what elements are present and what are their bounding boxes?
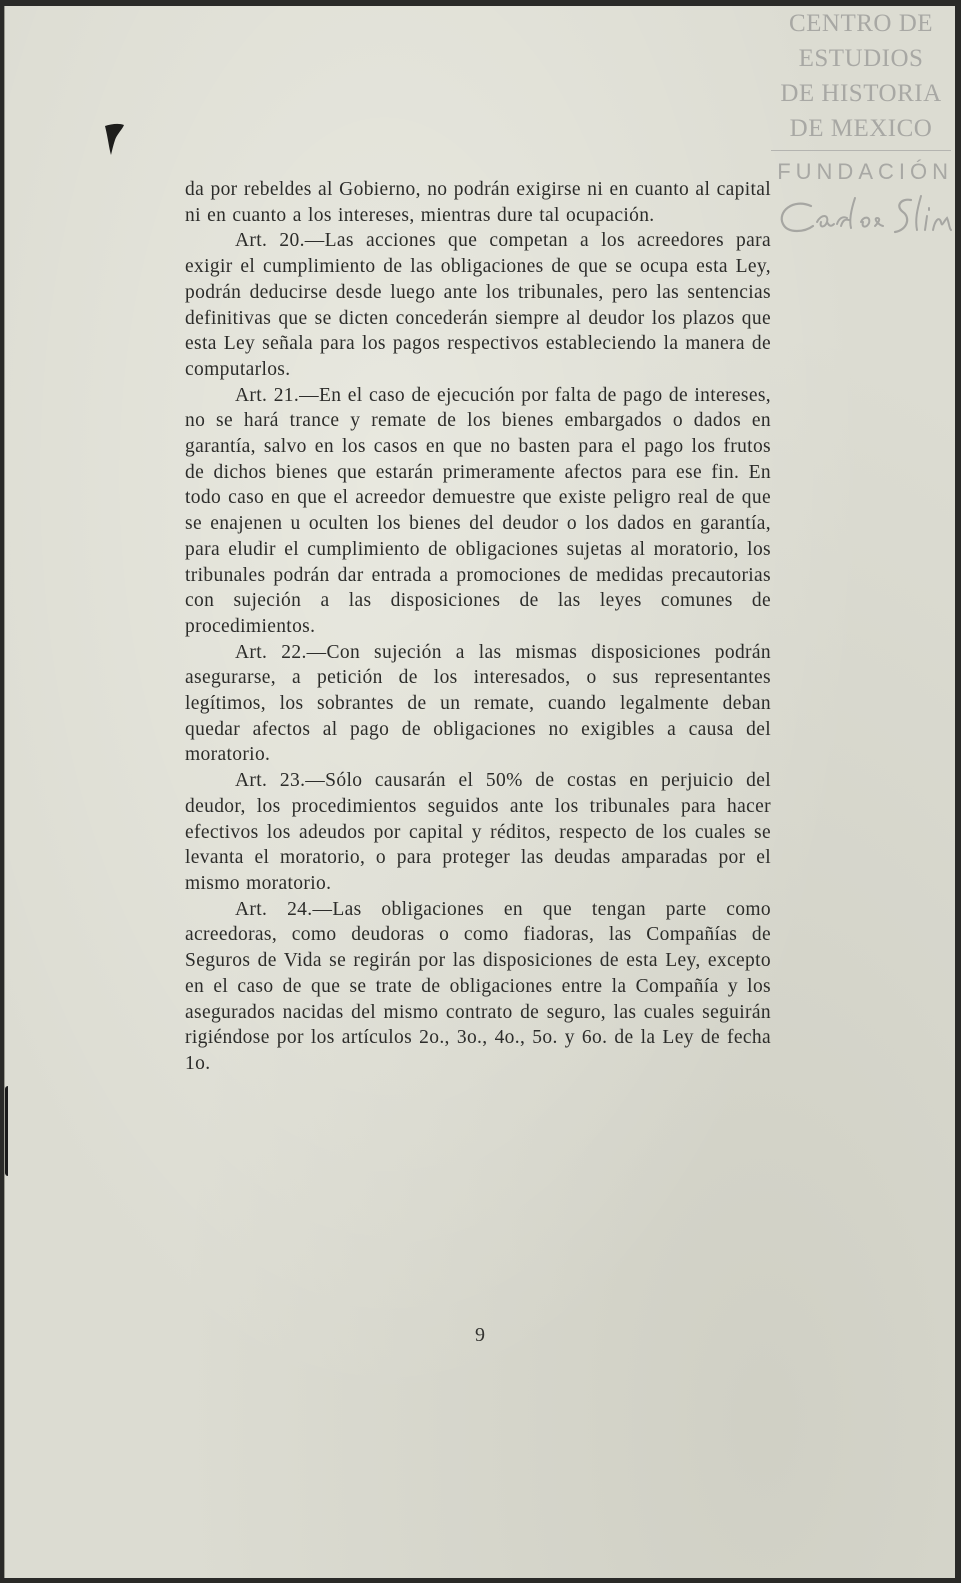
stamp-line-2: ESTUDIOS	[798, 45, 924, 72]
document-page	[4, 6, 955, 1578]
stamp-divider	[771, 150, 951, 151]
paragraph-art-22: Art. 22.—Con sujeción a las mismas disposiciones podrán asegurarse, a petición de los interesados, o sus representantes legítimos, los sobrantes de un remate, cuando legalmente deban quedar afectos al pago de obligaciones no exigibles a causa del moratorio.	[185, 641, 771, 766]
binding-thread	[5, 1086, 16, 1176]
ink-mark-icon	[103, 122, 125, 156]
stamp-line-3: DE HISTORIA	[780, 80, 942, 107]
stamp-foundation: FUNDACIÓN	[777, 159, 953, 184]
paragraph-art-24: Art. 24.—Las obligaciones en que tengan parte como acreedoras, como deudoras o como fiadoras, las Compañías de Seguros de Vida se regirán por las disposiciones de esta Ley, excepto en el caso de que se trate de obligaciones entre la Compañía y los asegurados nacidas del mismo contrato de seguro, las cuales seguirán rigiéndose por los artículos 2o., 3o., 4o., 5o. y 6o. de la Ley de fecha 1o.	[185, 898, 771, 1074]
paragraph-art-23: Art. 23.—Sólo causarán el 50% de costas en perjuicio del deudor, los procedimientos seguidos ante los tribunales para hacer efectivos los adeudos por capital y réditos, respecto de los cuales se levanta el moratorio, o para proteger las deudas amparadas por el mismo moratorio.	[185, 770, 771, 894]
stamp-line-4: DE MEXICO	[789, 115, 933, 142]
stamp-line-1: CENTRO DE	[788, 10, 934, 37]
archive-stamp	[767, 6, 955, 221]
signature-icon	[771, 192, 955, 242]
document-body	[185, 177, 771, 1077]
paragraph-art-20: Art. 20.—Las acciones que competan a los acreedores para exigir el cumplimiento de las obligaciones de que se ocupa esta Ley, podrán deducirse desde luego ante los tribunales, pero las sentencias definitivas que se dicten concederán siempre al deudor los plazos que esta Ley señala para los pagos respectivos estableciendo la manera de computarlos.	[185, 230, 771, 380]
paragraph-art-21: Art. 21.—En el caso de ejecución por falta de pago de intereses, no se hará trance y remate de los bienes embargados o dados en garantía, salvo en los casos en que no basten para el pago los frutos de dichos bienes que estarán primeramente afectos para ese fin. En todo caso en que el acreedor demuestre que existe peligro real de que se enajenen u oculten los bienes del deudor o los dados en garantía, para eludir el cumplimiento de obligaciones sujetas al moratorio, los tribunales podrán dar entrada a promociones de medidas precautorias con sujeción a las disposiciones de las leyes comunes de procedimientos.	[185, 384, 771, 637]
paragraph-continuation: da por rebeldes al Gobierno, no podrán exigirse ni en cuanto al capital ni en cuanto a los intereses, mientras dure tal ocupación.	[185, 179, 771, 226]
page-number: 9	[475, 1324, 485, 1346]
